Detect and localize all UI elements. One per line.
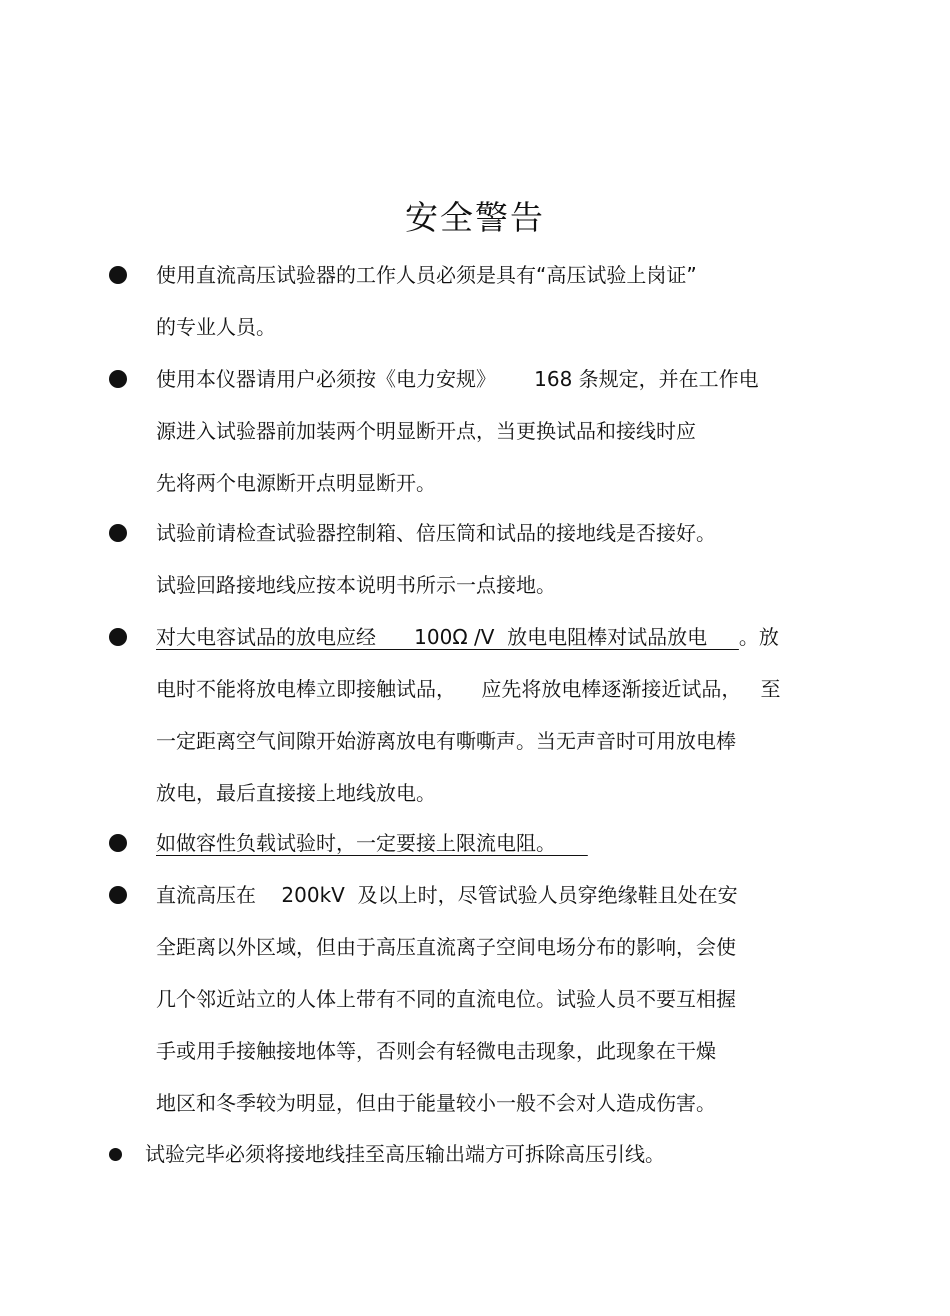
warning-text: 放电，最后直接接上地线放电。 [156, 781, 436, 805]
warning-text: 直流高压在 200kV 及以上时，尽管试验人员穿绝缘鞋且处在安 [156, 883, 738, 907]
bullet-icon [109, 1148, 122, 1161]
warning-text: 电时不能将放电棒立即接触试品， 应先将放电棒逐渐接近试品， 至 [156, 677, 781, 701]
bullet-icon [109, 834, 127, 852]
warning-text: 的专业人员。 [156, 315, 276, 339]
bullet-icon [109, 266, 127, 284]
warning-text: 试验前请检查试验器控制箱、倍压筒和试品的接地线是否接好。 [156, 521, 716, 545]
warning-text-tail: 。放 [738, 625, 779, 649]
warning-text: 一定距离空气间隙开始游离放电有嘶嘶声。当无声音时可用放电棒 [156, 729, 736, 753]
warning-text: 试验回路接地线应按本说明书所示一点接地。 [156, 573, 556, 597]
warning-text: 手或用手接触接地体等，否则会有轻微电击现象，此现象在干燥 [156, 1039, 716, 1063]
warning-text: 使用直流高压试验器的工作人员必须是具有“高压试验上岗证” [156, 263, 697, 287]
bullet-icon [109, 628, 127, 646]
warning-text: 全距离以外区域，但由于高压直流离子空间电场分布的影响，会使 [156, 935, 736, 959]
warning-text [156, 623, 779, 651]
underlined-text: 对大电容试品的放电应经 100Ω /V 放电电阻棒对试品放电 [156, 625, 739, 649]
warning-text: 地区和冬季较为明显，但由于能量较小一般不会对人造成伤害。 [156, 1091, 716, 1115]
warning-text: 先将两个电源断开点明显断开。 [156, 471, 436, 495]
warning-text: 使用本仪器请用户必须按《电力安规》 168 条规定，并在工作电 [156, 367, 759, 391]
underlined-text: 如做容性负载试验时，一定要接上限流电阻。 [156, 831, 588, 855]
bullet-icon [109, 886, 127, 904]
page-title: 安全警告 [405, 198, 545, 237]
bullet-icon [109, 370, 127, 388]
warning-text: 源进入试验器前加装两个明显断开点，当更换试品和接线时应 [156, 419, 696, 443]
bullet-icon [109, 524, 127, 542]
warning-text: 几个邻近站立的人体上带有不同的直流电位。试验人员不要互相握 [156, 987, 736, 1011]
warning-text [156, 829, 588, 857]
warning-text: 试验完毕必须将接地线挂至高压输出端方可拆除高压引线。 [145, 1142, 665, 1166]
